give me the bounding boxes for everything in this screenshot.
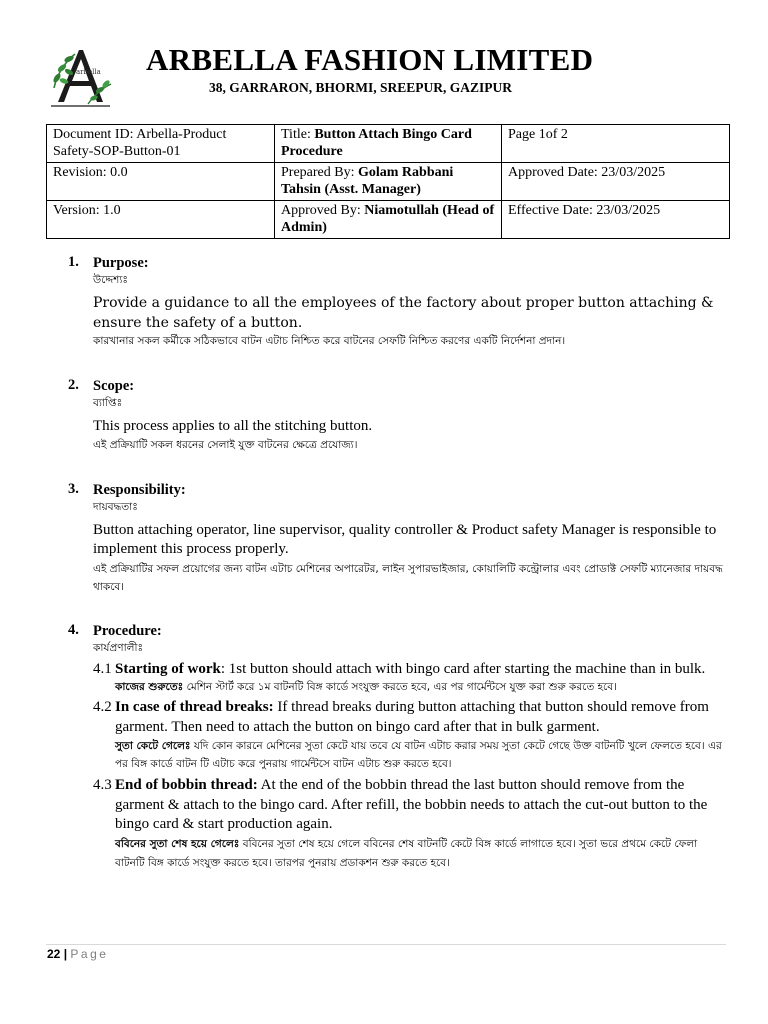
section-number: 1. bbox=[68, 254, 79, 270]
section-bn-text: কারখানার সকল কর্মীকে সঠিকভাবে বাটন এটাচ নিশ্চিত করে বাটনের সেফটি নিশ্চিত করণের একটি নির্দেশনা প্রদান। bbox=[93, 335, 566, 347]
page-count-cell: Page 1of 2 bbox=[502, 125, 730, 163]
title-value: Button Attach Bingo Card Procedure bbox=[281, 127, 472, 159]
page-word: Page bbox=[70, 947, 109, 961]
section-bn-heading: দায়বদ্ধতাঃ bbox=[93, 500, 138, 513]
section-bn-heading: ব্যাপ্তিঃ bbox=[93, 397, 123, 409]
title-label: Title: bbox=[281, 127, 315, 142]
section-heading: Responsibility: bbox=[93, 481, 186, 498]
prepared-by-value: Golam Rabbani Tahsin (Asst. Manager) bbox=[281, 165, 454, 197]
section-number: 3. bbox=[68, 480, 79, 497]
document-control-table bbox=[46, 124, 730, 239]
section-bn-heading: উদ্দেশ্যঃ bbox=[93, 274, 129, 286]
section-text: Button attaching operator, line supervisor, quality controller & Product safety Manager is responsible to implement this process properly. bbox=[93, 521, 717, 557]
approved-by-label: Approved By: bbox=[281, 203, 365, 218]
step-bn-body: মেশিন স্টার্ট করে ১ম বাটনটি বিঙ্গ কার্ডে সংযুক্ত করতে হবে, এর পর গার্মেন্টসে যুক্ত করা শুরু করতে হবে। bbox=[183, 681, 617, 693]
step-bn-title: কাজের শুরুতেঃ bbox=[115, 681, 184, 693]
procedure-step bbox=[93, 776, 728, 873]
table-row bbox=[47, 201, 730, 239]
step-body: At the end of the bobbin thread the last button should remove from the garment & attach to the bingo card. After refill, the bobbin needs to attach the cut-out button to the bingo card & start production again. bbox=[115, 777, 708, 832]
step-bn-title: সুতা কেটে গেলেঃ bbox=[115, 740, 191, 752]
page-number: 22 bbox=[47, 947, 61, 961]
step-text bbox=[115, 660, 728, 680]
step-bn-text bbox=[115, 835, 728, 873]
section-number: 4. bbox=[68, 621, 79, 638]
sop-sections bbox=[68, 254, 728, 873]
company-logo bbox=[48, 44, 114, 112]
approved-by-value: Niamotullah (Head of Admin) bbox=[281, 203, 495, 235]
effective-date-cell: Effective Date: 23/03/2025 bbox=[502, 201, 730, 239]
step-title: In case of thread breaks: bbox=[115, 699, 274, 715]
document-id-cell: Document ID: Arbella-Product Safety-SOP-Button-01 bbox=[47, 125, 275, 163]
prepared-by-label: Prepared By: bbox=[281, 165, 358, 180]
footer-divider bbox=[46, 944, 726, 945]
title-cell bbox=[275, 125, 502, 163]
section-heading: Procedure: bbox=[93, 622, 162, 639]
company-name: ARBELLA FASHION LIMITED bbox=[146, 42, 594, 77]
section-number: 2. bbox=[68, 377, 79, 393]
step-bn-body: যদি কোন কারনে মেশিনের সুতা কেটে যায় তবে যে বাটন এটাচ করার সময় সুতা কেটে গেছে উক্ত বাটনটি খুলে ফেলতে হবে। এর পর বিঙ্গ কার্ডে বাটন টি এটাচ করে পুনরায় গার্মেন্টসে বাটন এটাচ শুরু করতে হবে। bbox=[115, 740, 722, 770]
version-cell: Version: 1.0 bbox=[47, 201, 275, 239]
approved-date-cell: Approved Date: 23/03/2025 bbox=[502, 163, 730, 201]
company-address: 38, GARRARON, BHORMI, SREEPUR, GAZIPUR bbox=[209, 80, 513, 95]
section-text: This process applies to all the stitching button. bbox=[93, 418, 373, 434]
step-number: 4.3 bbox=[93, 777, 112, 793]
step-title: Starting of work bbox=[115, 660, 221, 677]
section-text: Provide a guidance to all the employees of the factory about proper button attaching & ensure the safety of a button. bbox=[93, 295, 714, 331]
approved-by-cell bbox=[275, 201, 502, 239]
section-responsibility bbox=[68, 481, 728, 596]
section-bn-text: এই প্রক্রিয়াটির সফল প্রয়োগের জন্য বাটন এটাচ মেশিনের অপারেটর, লাইন সুপারভাইজার, কোয়ালিটি কন্ট্রোলার এবং প্রোডাক্ট সেফটি ম্যানেজার দায়বদ্ধ থাকবে। bbox=[93, 562, 723, 593]
section-procedure bbox=[68, 622, 728, 873]
section-heading: Scope: bbox=[93, 378, 135, 394]
procedure-step bbox=[93, 660, 728, 696]
step-text bbox=[115, 698, 728, 737]
prepared-by-cell bbox=[275, 163, 502, 201]
step-bn-text bbox=[115, 679, 728, 695]
step-body: If thread breaks during button attaching that button should remove from garment. Then need to attach the button on bingo card after that in bulk garment. bbox=[115, 699, 709, 735]
table-row bbox=[47, 125, 730, 163]
step-bn-text bbox=[115, 737, 728, 773]
step-title: End of bobbin thread: bbox=[115, 777, 258, 793]
step-text bbox=[115, 776, 728, 835]
logo-text: arbella bbox=[76, 68, 101, 76]
step-bn-body: ববিনের সুতা শেষ হয়ে গেলে ববিনের শেষ বাটনটি কেটে বিঙ্গ কার্ডে লাগাতে হবে। সুতা ভরে প্রথমে কেটে ফেলা বাটনটি বিঙ্গ কার্ডে সংযুক্ত করতে হবে। তারপর পুনরায় প্রডাকশন শুরু করতে হবে। bbox=[115, 837, 698, 869]
footer-separator: | bbox=[60, 947, 71, 961]
revision-cell: Revision: 0.0 bbox=[47, 163, 275, 201]
page-footer bbox=[47, 947, 108, 961]
step-bn-title: ববিনের সুতা শেষ হয়ে গেলেঃ bbox=[115, 837, 240, 850]
step-number: 4.1 bbox=[93, 660, 112, 677]
section-bn-text: এই প্রক্রিয়াটি সকল ধরনের সেলাই যুক্ত বাটনের ক্ষেত্রে প্রযোজ্য। bbox=[93, 438, 358, 451]
section-bn-heading: কার্যপ্রণালীঃ bbox=[93, 641, 144, 654]
step-number: 4.2 bbox=[93, 699, 112, 715]
step-body: : 1st button should attach with bingo card after starting the machine than in bulk. bbox=[220, 660, 706, 677]
table-row bbox=[47, 163, 730, 201]
procedure-step bbox=[93, 698, 728, 773]
section-scope bbox=[68, 377, 728, 453]
section-heading: Purpose: bbox=[93, 255, 149, 271]
section-purpose bbox=[68, 254, 728, 349]
